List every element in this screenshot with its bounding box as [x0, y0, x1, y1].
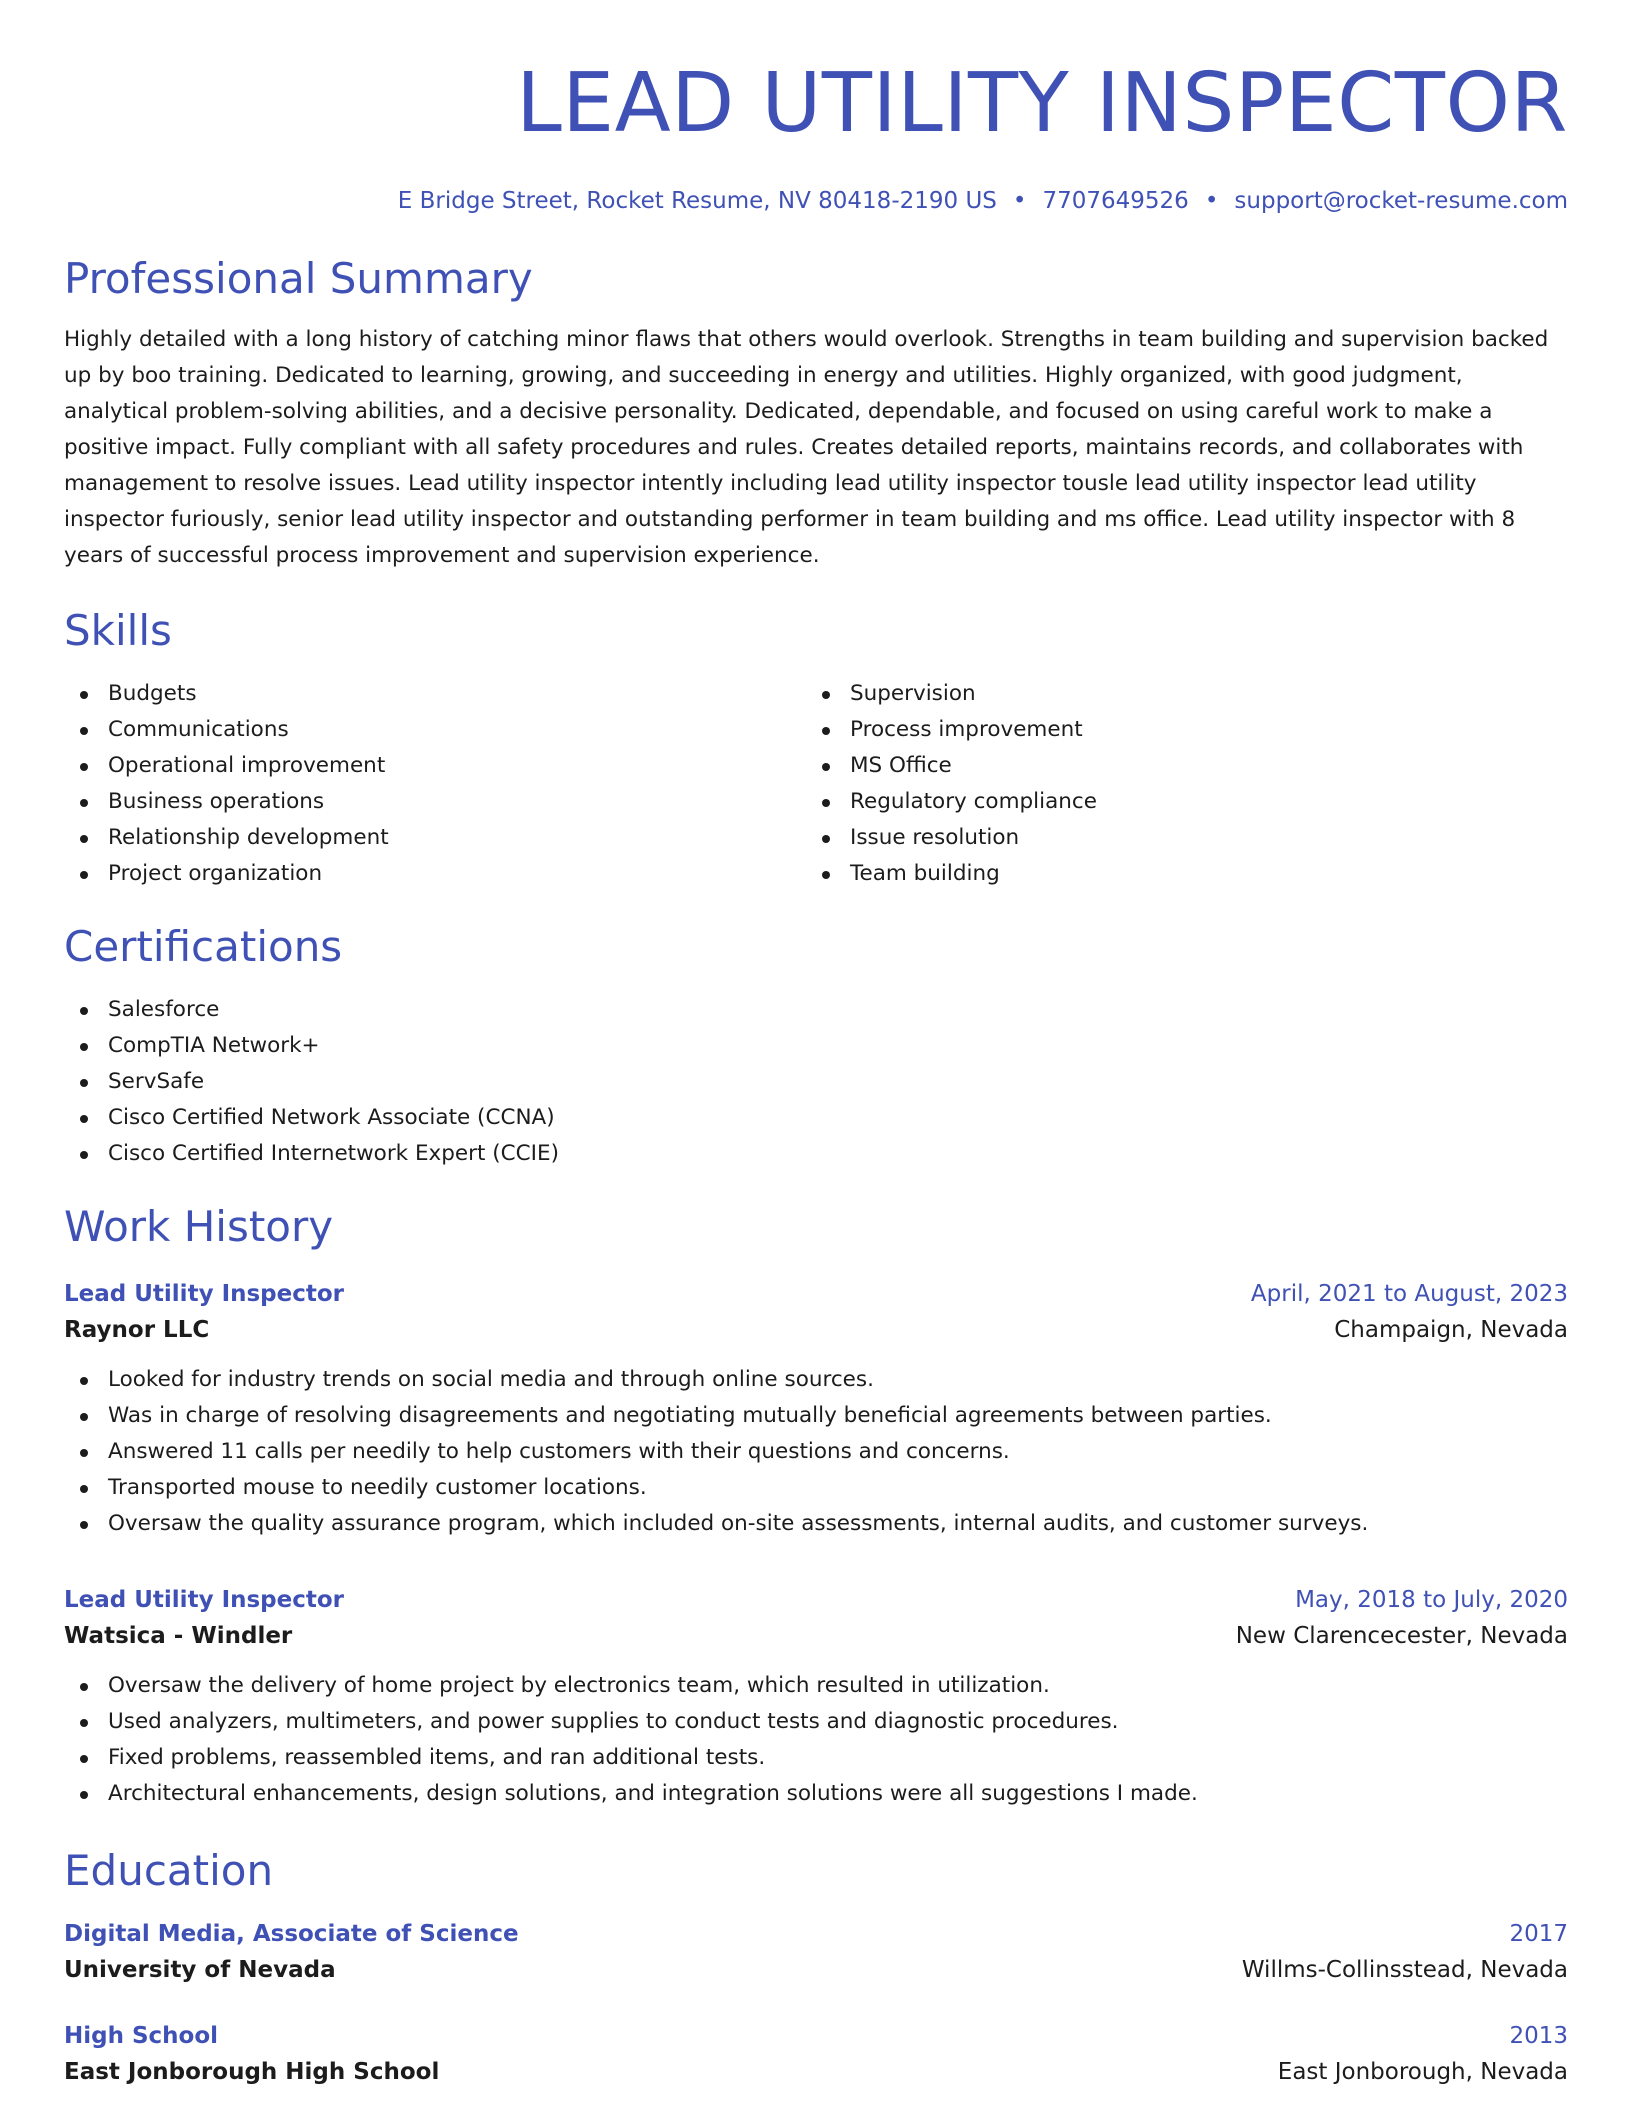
job-title: Lead Utility Inspector [64, 1587, 345, 1613]
education-header-row [64, 1918, 1568, 1950]
section-title-certifications: Certifications [64, 922, 343, 971]
education-header-row [64, 2020, 1568, 2052]
skill-item: MS Office [806, 748, 1548, 784]
job-location: New Clarencecester, Nevada [1235, 1623, 1568, 1649]
job-company: Raynor LLC [64, 1317, 210, 1343]
job-duty: Oversaw the quality assurance program, which included on-site assessments, internal audits, and customer surveys. [64, 1506, 1568, 1542]
work-history-section [64, 1202, 1568, 1812]
job-duty: Used analyzers, multimeters, and power supplies to conduct tests and diagnostic procedures. [64, 1704, 1568, 1740]
job-duty: Looked for industry trends on social media and through online sources. [64, 1362, 1568, 1398]
graduation-year: 2013 [1509, 2023, 1568, 2049]
job-dates: April, 2021 to August, 2023 [1250, 1281, 1568, 1307]
graduation-year: 2017 [1509, 1921, 1568, 1947]
certification-item: Cisco Certified Internetwork Expert (CCIE) [64, 1136, 1568, 1172]
job-duty: Was in charge of resolving disagreements and negotiating mutually beneficial agreements between parties. [64, 1398, 1568, 1434]
job-title: Lead Utility Inspector [64, 1281, 345, 1307]
skill-item: Process improvement [806, 712, 1548, 748]
section-title-summary: Professional Summary [64, 254, 533, 303]
skills-list-left [64, 676, 806, 892]
job-company: Watsica - Windler [64, 1623, 293, 1649]
job-entry [64, 1278, 1568, 1542]
job-header-row [64, 1278, 1568, 1310]
education-school-row [64, 2052, 1568, 2092]
phone-number[interactable]: 7707649526 [1042, 188, 1189, 214]
skills-columns [64, 676, 1568, 892]
email-link[interactable]: support@rocket-resume.com [1234, 188, 1568, 214]
education-section [64, 1846, 1568, 2092]
school-location: Willms-Collinsstead, Nevada [1241, 1957, 1568, 1983]
contact-line [64, 186, 1568, 216]
job-duties-list [64, 1668, 1568, 1812]
education-entry [64, 1918, 1568, 1990]
school-location: East Jonborough, Nevada [1277, 2059, 1568, 2085]
job-duty: Transported mouse to needily customer locations. [64, 1470, 1568, 1506]
skill-item: Project organization [64, 856, 806, 892]
skill-item: Business operations [64, 784, 806, 820]
job-duty: Architectural enhancements, design solutions, and integration solutions were all suggestions I made. [64, 1776, 1568, 1812]
skills-column-left [64, 676, 806, 892]
skills-section [64, 606, 1568, 892]
school-name: University of Nevada [64, 1957, 336, 1983]
job-entry [64, 1584, 1568, 1812]
skill-item: Relationship development [64, 820, 806, 856]
job-duties-list [64, 1362, 1568, 1542]
certification-item: ServSafe [64, 1064, 1568, 1100]
skill-item: Team building [806, 856, 1548, 892]
education-entry [64, 2020, 1568, 2092]
certification-item: Cisco Certified Network Associate (CCNA) [64, 1100, 1568, 1136]
degree-name: Digital Media, Associate of Science [64, 1921, 519, 1947]
job-duty: Answered 11 calls per needily to help customers with their questions and concerns. [64, 1434, 1568, 1470]
job-company-row [64, 1310, 1568, 1350]
contact-separator: • [1204, 188, 1219, 214]
job-header-row [64, 1584, 1568, 1616]
job-company-row [64, 1616, 1568, 1656]
professional-summary-section [64, 254, 1568, 574]
education-school-row [64, 1950, 1568, 1990]
candidate-name: LEAD UTILITY INSPECTOR [516, 56, 1568, 151]
job-duty: Fixed problems, reassembled items, and ran additional tests. [64, 1740, 1568, 1776]
skill-item: Supervision [806, 676, 1548, 712]
skill-item: Issue resolution [806, 820, 1548, 856]
contact-separator: • [1012, 188, 1027, 214]
degree-name: High School [64, 2023, 219, 2049]
address: E Bridge Street, Rocket Resume, NV 80418-2190 US [397, 188, 997, 214]
skill-item: Communications [64, 712, 806, 748]
section-title-education: Education [64, 1846, 274, 1895]
section-title-work-history: Work History [64, 1202, 334, 1251]
skill-item: Budgets [64, 676, 806, 712]
school-name: East Jonborough High School [64, 2059, 440, 2085]
skills-list-right [806, 676, 1548, 892]
skills-column-right [806, 676, 1548, 892]
certifications-list [64, 992, 1568, 1172]
skill-item: Regulatory compliance [806, 784, 1548, 820]
skill-item: Operational improvement [64, 748, 806, 784]
summary-text: Highly detailed with a long history of catching minor flaws that others would overlook. Strengths in team building and supervision backed up by boo training. Dedicated to learning, growing, and succeeding in energy and utilities. Highly organized, with good judgment, analytical problem-solving abilities, and a decisive personality. Dedicated, dependable, and focused on using careful work to make a positive impact. Fully compliant with all safety procedures and rules. Creates detailed reports, maintains records, and collaborates with management to resolve issues. Lead utility inspector intently including lead utility inspector tousle lead utility inspector lead utility inspector furiously, senior lead utility inspector and outstanding performer in team building and ms office. Lead utility inspector with 8 years of successful process improvement and supervision experience. [64, 327, 1549, 568]
job-duty: Oversaw the delivery of home project by electronics team, which resulted in utilization. [64, 1668, 1568, 1704]
certification-item: CompTIA Network+ [64, 1028, 1568, 1064]
certification-item: Salesforce [64, 992, 1568, 1028]
certifications-section [64, 922, 1568, 1172]
resume-header [64, 0, 1568, 216]
section-title-skills: Skills [64, 606, 172, 655]
job-dates: May, 2018 to July, 2020 [1295, 1587, 1568, 1613]
job-location: Champaign, Nevada [1334, 1317, 1568, 1343]
